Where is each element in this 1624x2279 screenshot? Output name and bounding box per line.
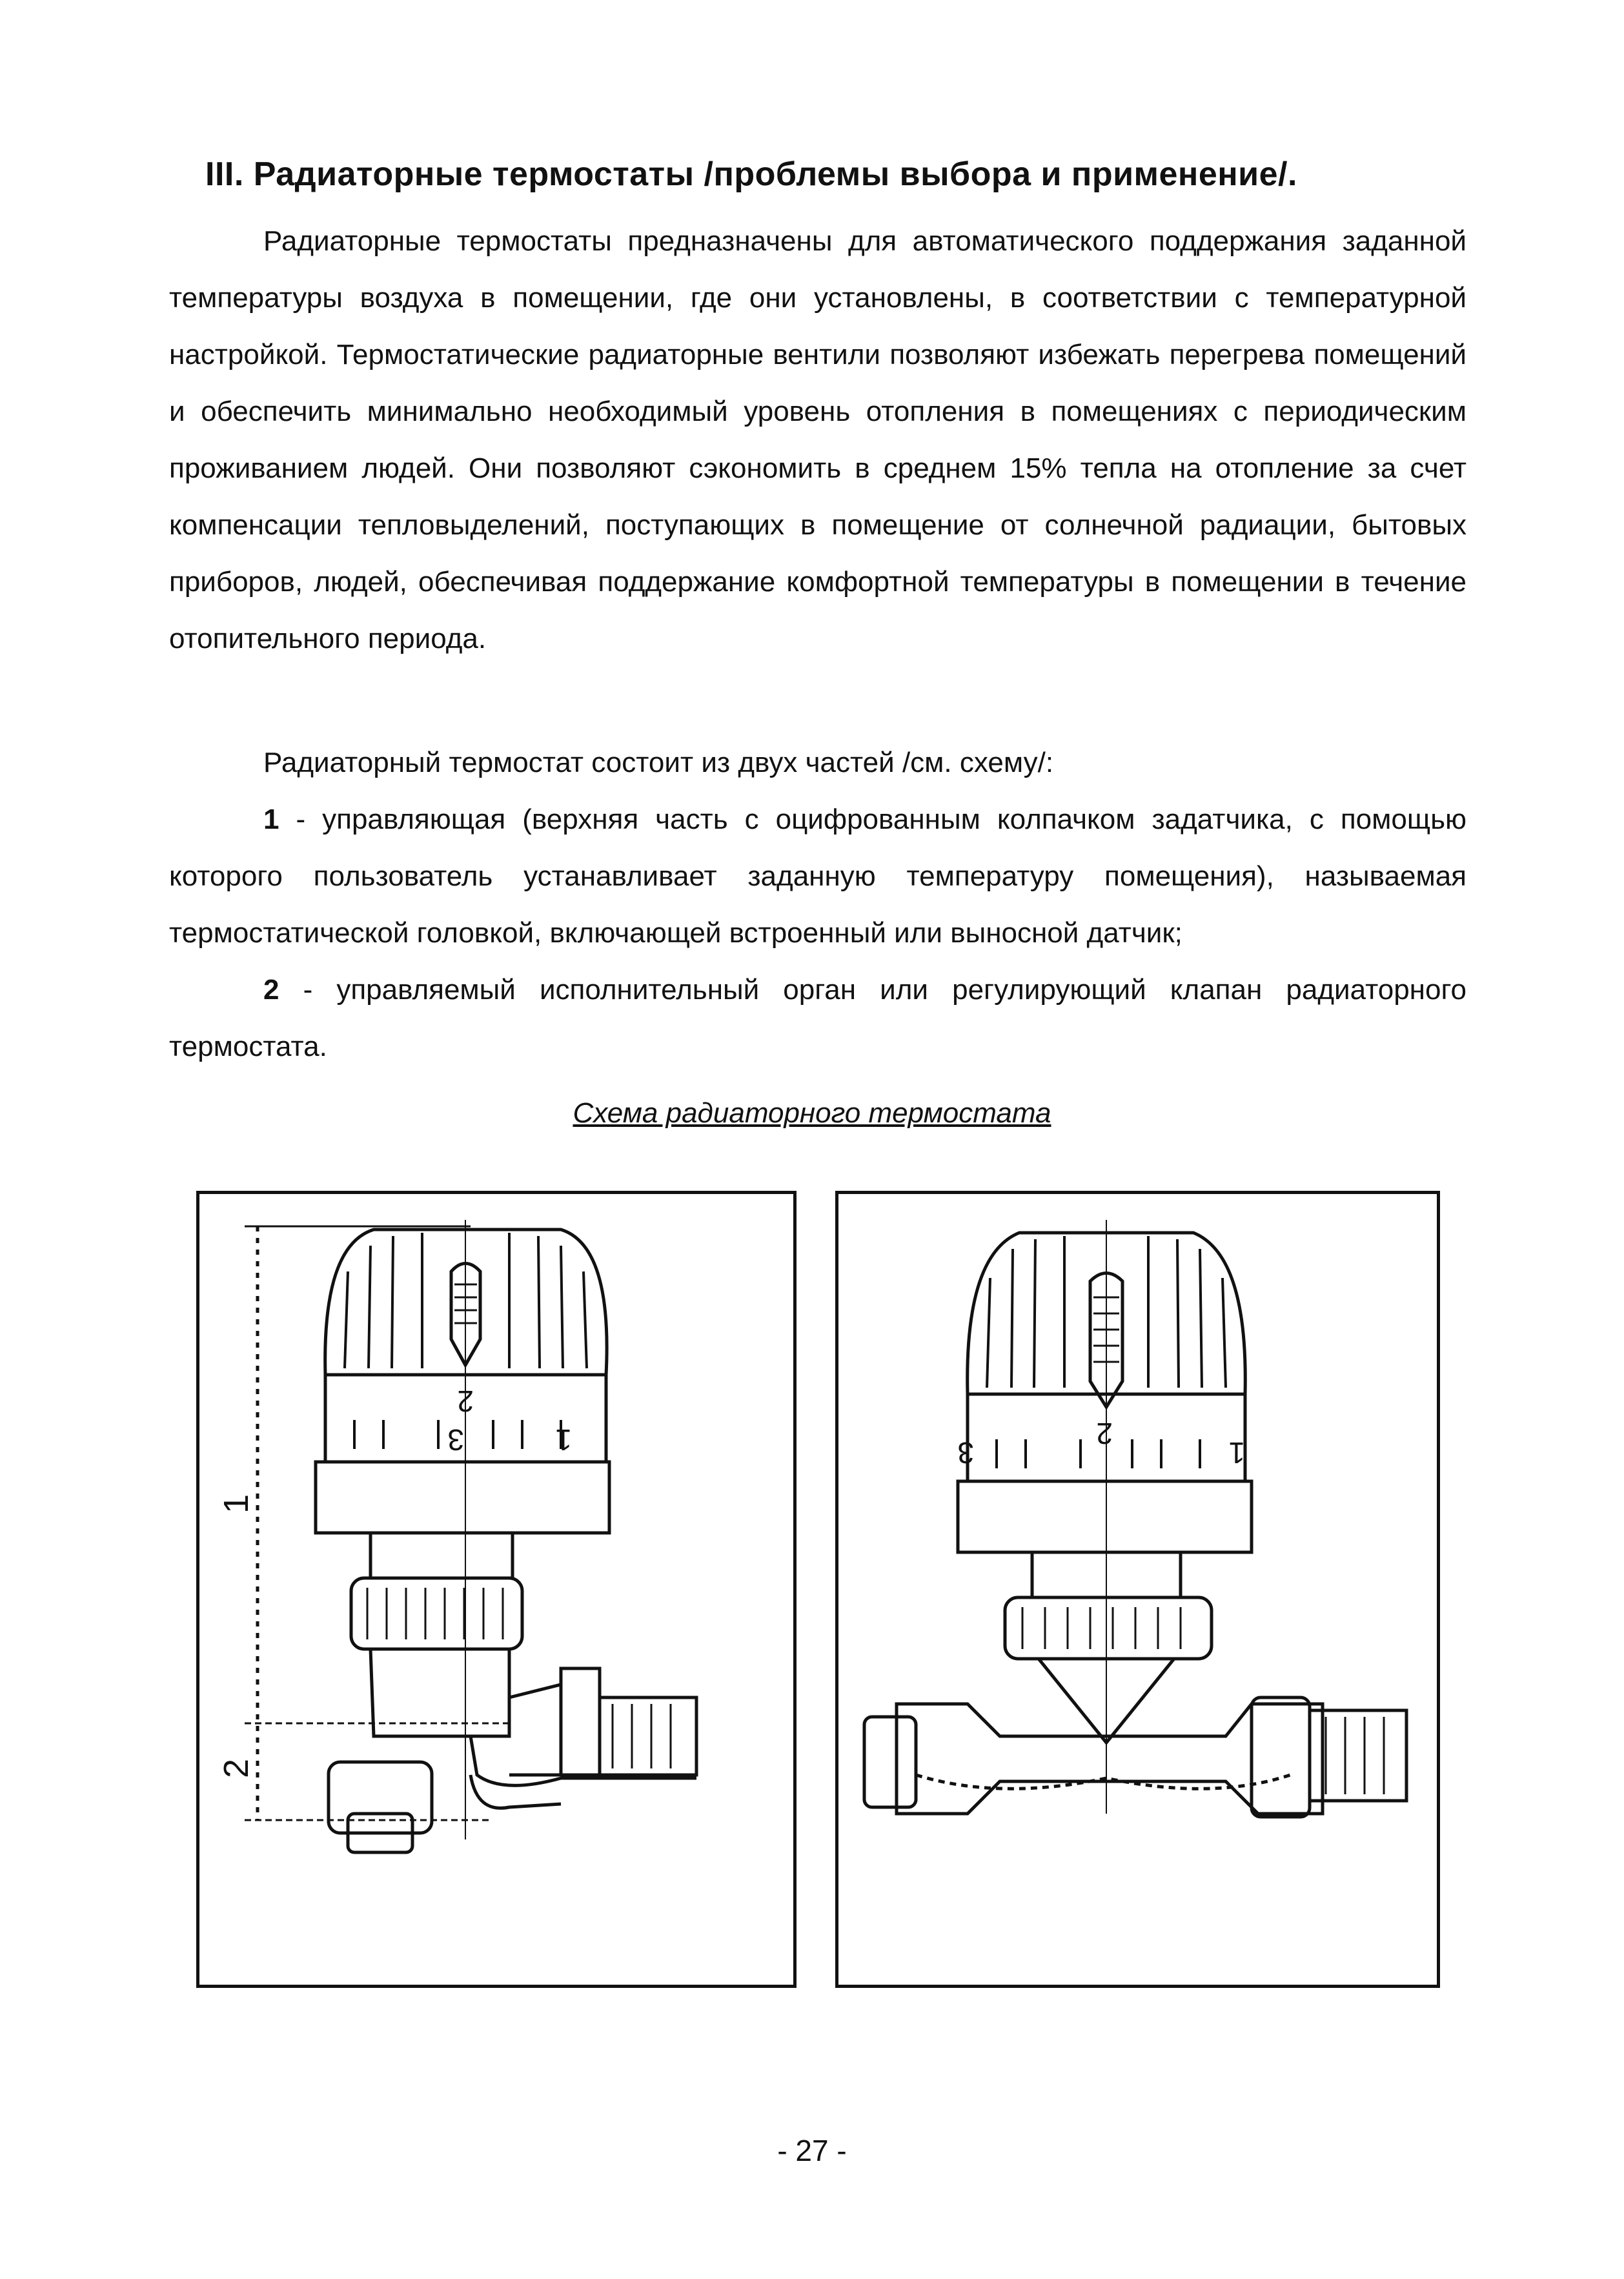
figure-angle-valve — [196, 1191, 797, 1988]
figure-caption: Схема радиаторного термостата — [573, 1097, 1051, 1129]
scale-label-2: 2 — [457, 1384, 474, 1418]
straight-valve-drawing — [838, 1194, 1437, 1985]
paragraph-1: Радиаторные термостаты предназначены для автоматического поддержания заданной температуры воздуха в помещении, где они установлены, в соответствии с температурной настройкой. Термостатические радиаторные вентили позволяют избежать перегрева помещений и обеспечить минимально необходимый уровень отопления в помещениях с периодическим проживанием людей. Они позволяют сэкономить в среднем 15% тепла на отопление за счет компенсации тепловыделений, поступающих в помещение от солнечной радиации, бытовых приборов, людей, обеспечивая поддержание комфортной температуры в помещении в течение отопительного периода. — [169, 225, 1467, 654]
list-item-1 — [169, 791, 1467, 962]
item-2-number: 2 — [263, 974, 279, 1006]
scale-label-1: 1 — [1228, 1436, 1245, 1470]
intro-paragraph — [169, 213, 1467, 667]
item-1-number: 1 — [263, 804, 279, 835]
scale-label-1: 1 — [555, 1423, 572, 1457]
page-number: - 27 - — [777, 2134, 847, 2167]
scale-label-3: 3 — [447, 1423, 464, 1457]
dimension-label-2: 2 — [217, 1758, 256, 1778]
scale-label-2: 2 — [1096, 1417, 1113, 1450]
paragraph-2: Радиаторный термостат состоит из двух частей /см. схему/: — [263, 747, 1054, 778]
angle-valve-drawing — [199, 1194, 793, 1985]
item-2-text: - управляемый исполнительный орган или регулирующий клапан радиаторного термостата. — [169, 974, 1467, 1062]
list-item-2 — [169, 962, 1467, 1075]
figure-straight-valve — [835, 1191, 1440, 1988]
scale-label-3: 3 — [957, 1436, 974, 1470]
section-heading: III. Радиаторные термостаты /проблемы выбора и применение/. — [205, 156, 1297, 193]
dimension-label-1: 1 — [217, 1494, 256, 1514]
item-1-text: - управляющая (верхняя часть с оцифрованным колпачком задатчика, с помощью которого пользователь устанавливает заданную температуру помещения), называемая термостатической головкой, включающей встроенный или выносной датчик; — [169, 804, 1467, 949]
parts-paragraph — [169, 734, 1467, 1075]
